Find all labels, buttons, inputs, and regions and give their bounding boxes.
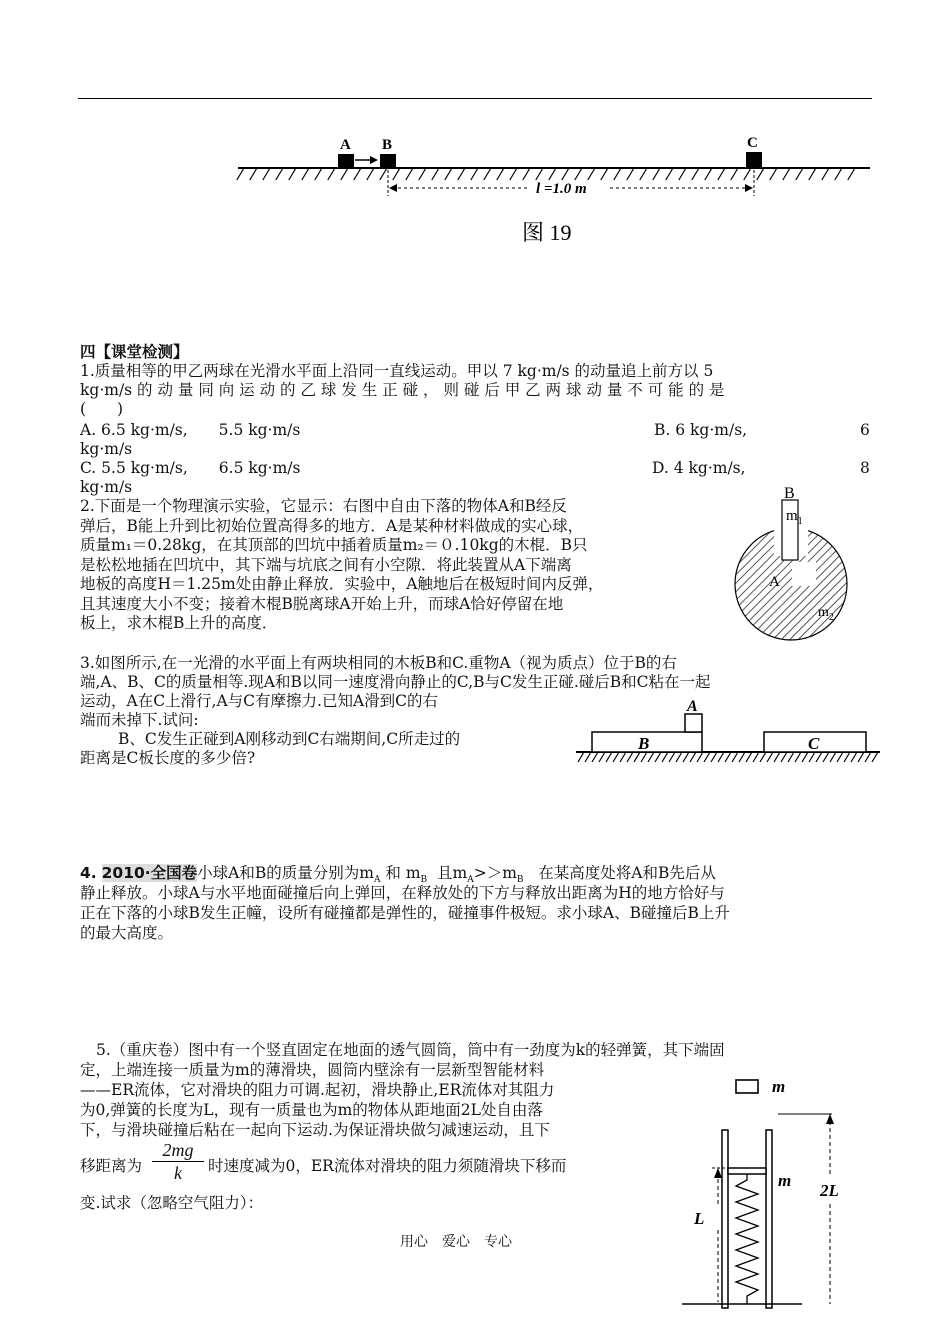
q2-text — [80, 497, 603, 634]
fig19-distance: l =1.0 m — [536, 181, 587, 197]
q5-line6-post: 时速度减为0，ER流体对滑块的阻力须随滑块下移而 — [208, 1157, 567, 1175]
hatch-mark — [770, 168, 777, 180]
q2-line: 是松松地插在凹坑中，其下端与坑底之间有小空隙．将此装置从A下端离 — [80, 555, 572, 574]
q2-fig-label-a: A — [769, 574, 780, 590]
hatch-mark — [788, 752, 794, 762]
fraction-bar — [152, 1161, 204, 1162]
hatch-mark — [704, 752, 710, 762]
q3-line6: 距离是C板长度的多少倍? — [80, 749, 256, 767]
q1-option-c: C. 5.5 kg·m/s, 6.5 kg·m/s — [80, 459, 301, 477]
hatch-mark — [767, 752, 773, 762]
hatch-mark — [732, 752, 738, 762]
hatch-mark — [822, 168, 829, 180]
q2-line: 质量m₁＝0.28kg，在其顶部的凹坑中插着质量m₂＝０.10kg的木棍．B只 — [80, 536, 588, 554]
hatch-mark — [354, 168, 361, 180]
hatch-mark — [718, 752, 724, 762]
hatch-mark — [367, 168, 374, 180]
page-footer: 用心 爱心 专心 — [400, 1234, 512, 1250]
hatch-mark — [760, 752, 766, 762]
q3-fig-label-c: C — [808, 734, 820, 753]
hatch-mark — [662, 752, 668, 762]
block-a — [338, 154, 354, 168]
hatch-mark — [837, 752, 843, 762]
hatch-mark — [406, 168, 413, 180]
hatch-mark — [872, 752, 878, 762]
fraction-numerator: 2mg — [162, 1140, 194, 1160]
hatch-mark — [627, 168, 634, 180]
hatch-mark — [690, 752, 696, 762]
hatch-mark — [705, 168, 712, 180]
q4-sub-a: A — [373, 875, 381, 886]
hatch-mark — [653, 168, 660, 180]
hatch-mark — [599, 752, 605, 762]
q4-line2: 静止释放。小球A与水平地面碰撞后向上弹回，在释放处的下方与释放出距离为H的地方恰好与 — [80, 884, 725, 902]
q2-fig-label-m1: $m_1$ — [786, 508, 803, 527]
hatch-mark — [606, 752, 612, 762]
hatch-mark — [614, 168, 621, 180]
hatch-mark — [809, 168, 816, 180]
q3-line5: B、C发生正碰到A刚移动到C右端期间,C所走过的 — [118, 730, 461, 748]
q3-fig-label-a: A — [687, 698, 698, 715]
hatch-mark — [753, 752, 759, 762]
q4-cond-sub-a: A — [467, 875, 474, 886]
hatch-mark — [844, 752, 850, 762]
q2-line: 板上，求木棍B上升的高度． — [80, 614, 278, 632]
hatch-mark — [666, 168, 673, 180]
hatch-mark — [781, 752, 787, 762]
q3-line2: 端,A、B、C的质量相等.现A和B以同一速度滑向静止的C,B与C发生正碰.碰后B和C粘在一起 — [80, 673, 711, 691]
q3-line1: 3.如图所示,在一光滑的水平面上有两块相同的木板B和C.重物A（视为质点）位于B的右 — [80, 654, 677, 672]
q3-line3: 运动，A在C上滑行,A与C有摩擦力.已知A滑到C的右 — [80, 692, 439, 710]
hatch-mark — [458, 168, 465, 180]
hatch-mark — [497, 168, 504, 180]
fig19-label-b: B — [382, 137, 393, 153]
q2-fig-label-b: B — [784, 485, 795, 502]
q4-tail: 在某高度处将A和B先后从 — [538, 864, 716, 882]
hatch-mark — [588, 168, 595, 180]
tube-wall-right — [766, 1130, 772, 1308]
hatch-mark — [865, 752, 871, 762]
q4-line3: 正在下落的小球B发生正幢，设所有碰撞都是弹性的，碰撞事件极短。求小球A、B碰撞后B上升 — [80, 904, 730, 922]
hatch-mark — [634, 752, 640, 762]
hatch-mark — [739, 752, 745, 762]
hatch-mark — [585, 752, 591, 762]
q2-fig-label-m2: $m_2$ — [818, 605, 834, 623]
block-b — [380, 154, 396, 168]
hatch-mark — [851, 752, 857, 762]
hatch-mark — [393, 168, 400, 180]
hatch-mark — [757, 168, 764, 180]
hatch-mark — [380, 168, 387, 180]
hatch-mark — [601, 168, 608, 180]
q5-fraction — [150, 1140, 206, 1183]
ground-hatch — [237, 168, 855, 180]
q2-line: 且其速度大小不变；接着木棍B脱离球A开始上升，而球A恰好停留在地 — [80, 594, 564, 613]
hatch-mark — [783, 168, 790, 180]
hatch-mark — [711, 752, 717, 762]
hatch-mark — [718, 168, 725, 180]
header-rule — [78, 98, 872, 99]
hatch-mark — [592, 752, 598, 762]
hatch-mark — [746, 752, 752, 762]
q1-option-d-unit: kg·m/s — [80, 478, 133, 496]
q1-line2: kg·m/s 的 动 量 同 向 运 动 的 乙 球 发 生 正 碰 ， 则 碰 后 甲 乙 两 球 动 量 不 可 能 的 是 — [80, 381, 725, 399]
hatch-mark — [725, 752, 731, 762]
q1-option-d-end: 8 — [860, 459, 870, 477]
hatch-mark — [276, 168, 283, 180]
hatch-mark — [578, 752, 584, 762]
hatch-mark — [816, 752, 822, 762]
q5-fig-label-l: L — [694, 1209, 705, 1228]
q1-line3: ( ) — [80, 400, 124, 418]
hatch-mark — [648, 752, 654, 762]
q2-line: 地板的高度H＝1.25m处由静止释放．实验中，A触地后在极短时间内反弹， — [80, 575, 604, 593]
hatch-mark — [669, 752, 675, 762]
q4-and: 和 m — [385, 864, 421, 882]
hatch-mark — [676, 752, 682, 762]
q4-line4: 的最大高度。 — [80, 924, 174, 942]
q5-line1: 5.（重庆卷）图中有一个竖直固定在地面的透气圆筒，筒中有一劲度为k的轻弹簧，其下端固 — [96, 1041, 725, 1059]
q5-line4: 为0,弹簧的长度为L，现有一质量也为m的物体从距地面2L处自由落 — [80, 1101, 543, 1119]
q2-line: 弹后，B能上升到比初始位置高得多的地方．A是某种材料做成的实心球， — [80, 516, 584, 535]
fraction-denominator: k — [174, 1163, 182, 1183]
hatch-mark — [655, 752, 661, 762]
hatch-mark — [774, 752, 780, 762]
hatch-mark — [263, 168, 270, 180]
q3-fig-label-b: B — [638, 734, 650, 753]
q1-option-a: A. 6.5 kg·m/s, 5.5 kg·m/s — [80, 421, 301, 439]
hatch-mark — [549, 168, 556, 180]
hatch-mark — [620, 752, 626, 762]
hatch-mark — [523, 168, 530, 180]
weight-a — [685, 714, 702, 732]
hatch-mark — [848, 168, 855, 180]
slider-m — [728, 1168, 766, 1174]
hatch-mark — [575, 168, 582, 180]
hatch-mark — [289, 168, 296, 180]
q2-line: 2.下面是一个物理演示实验，它显示：右图中自由下落的物体A和B经反 — [80, 497, 567, 515]
fig19-label-a: A — [340, 137, 351, 153]
q1-option-b-end: 6 — [860, 421, 870, 439]
q2-figure-ball-stick — [726, 482, 866, 652]
hatch-mark — [683, 752, 689, 762]
q1-option-b-unit: kg·m/s — [80, 440, 133, 458]
hatch-mark — [315, 168, 322, 180]
q1-option-d: D. 4 kg·m/s, — [652, 459, 746, 477]
falling-mass — [736, 1080, 758, 1093]
q4-sub-b: B — [420, 875, 428, 886]
hatch-mark — [302, 168, 309, 180]
q5-line5: 下，与滑块碰撞后粘在一起向下运动.为保证滑块做匀减速运动，且下 — [80, 1121, 550, 1139]
hatch-mark — [641, 752, 647, 762]
q4-cond: 且m — [437, 864, 468, 882]
hatch-mark — [445, 168, 452, 180]
q5-fig-label-m-top: m — [772, 1077, 786, 1096]
q5-figure-cylinder — [682, 1068, 882, 1342]
q4-number: 4. — [80, 864, 97, 882]
hatch-mark — [679, 168, 686, 180]
q1-line1: 1.质量相等的甲乙两球在光滑水平面上沿同一直线运动。甲以 7 kg·m/s 的动量追上前方以 5 — [80, 362, 714, 380]
fig19-label-c: C — [747, 135, 758, 151]
hatch-mark — [432, 168, 439, 180]
ball-cavity — [792, 562, 816, 586]
hatch-mark — [640, 168, 647, 180]
hatch-mark — [471, 168, 478, 180]
hatch-mark — [484, 168, 491, 180]
hatch-mark — [627, 752, 633, 762]
q5-fig-label-2l: 2L — [820, 1181, 839, 1200]
hatch-mark — [795, 752, 801, 762]
hatch-mark — [858, 752, 864, 762]
q1-option-b: B. 6 kg·m/s, — [654, 421, 748, 439]
hatch-mark — [697, 752, 703, 762]
block-c — [746, 152, 762, 168]
q4-source-badge: 2010·全国卷 — [101, 864, 198, 882]
q4-cond-gt: >＞m — [473, 864, 517, 882]
hatch-mark — [823, 752, 829, 762]
hatch-mark — [536, 168, 543, 180]
q5-line6-pre: 移距离为 — [80, 1157, 143, 1175]
hatch-mark — [835, 168, 842, 180]
q5-line7: 变.试求（忽略空气阻力）： — [80, 1194, 264, 1212]
hatch-mark — [830, 752, 836, 762]
tube-wall-left — [722, 1130, 728, 1308]
q3-line4: 端而未掉下.试问: — [80, 711, 199, 729]
q5-line2: 定，上端连接一质量为m的薄滑块，圆筒内壁涂有一层新型智能材料 — [80, 1061, 545, 1079]
spring — [736, 1174, 758, 1304]
hatch-mark — [802, 752, 808, 762]
figure-19 — [230, 130, 880, 255]
hatch-mark — [613, 752, 619, 762]
q3-figure-boards — [574, 694, 884, 772]
hatch-mark — [796, 168, 803, 180]
q4-text: 小球A和B的质量分别为m — [197, 864, 374, 882]
hatch-mark — [510, 168, 517, 180]
hatch-mark — [692, 168, 699, 180]
section-title: 四【课堂检测】 — [80, 343, 189, 361]
q5-line3: ——ER流体，它对滑块的阻力可调.起初，滑块静止,ER流体对其阻力 — [80, 1081, 555, 1099]
hatch-mark — [250, 168, 257, 180]
q4-cond-sub-b: B — [516, 875, 524, 886]
hatch-mark — [731, 168, 738, 180]
hatch-mark — [328, 168, 335, 180]
q5-fig-label-m-mid: m — [778, 1171, 792, 1190]
hatch-mark — [809, 752, 815, 762]
hatch-mark — [562, 168, 569, 180]
fig19-caption: 图 19 — [522, 220, 572, 245]
hatch-mark — [237, 168, 244, 180]
hatch-mark — [419, 168, 426, 180]
hatch-mark — [341, 168, 348, 180]
hatch-mark — [744, 168, 751, 180]
